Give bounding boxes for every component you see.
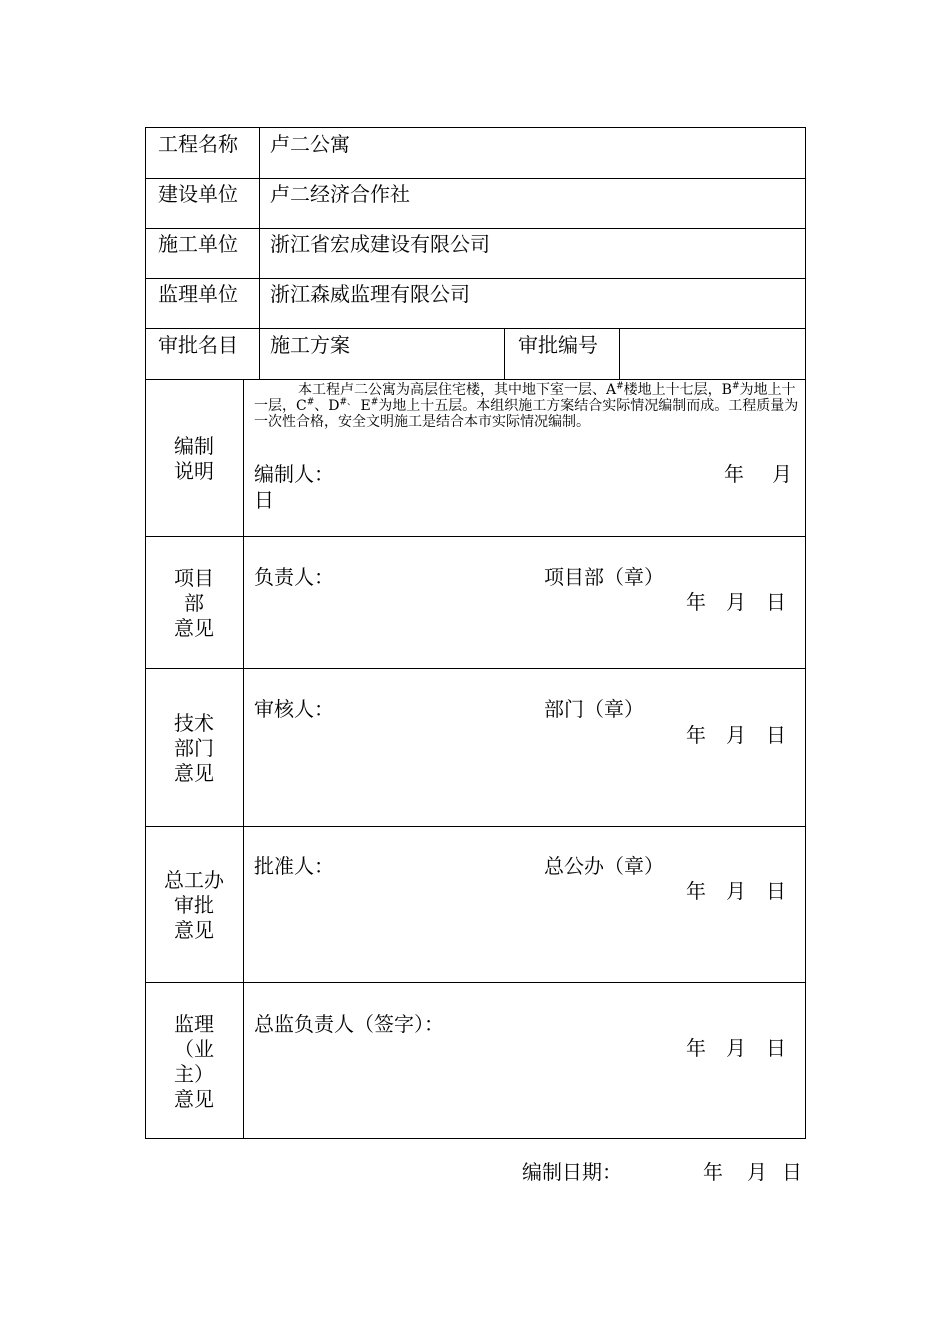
unit-mark: # — [731, 381, 740, 392]
project-dept-label-line: 项目 — [174, 566, 214, 590]
tech-seal: 部门（章） — [544, 697, 644, 721]
row-divider — [145, 982, 806, 983]
unit-mark: # — [616, 381, 624, 392]
row-label-builder: 施工单位 — [158, 232, 238, 256]
row-label-construction-unit: 建设单位 — [158, 182, 238, 206]
supervision-date: 年 月 日 — [686, 1036, 786, 1060]
row-label-project-name: 工程名称 — [158, 132, 238, 156]
row-divider — [145, 379, 806, 380]
project-seal: 项目部（章） — [544, 565, 664, 589]
column-divider — [259, 127, 260, 380]
row-divider — [145, 668, 806, 669]
unit-mark: # — [370, 397, 379, 408]
tech-dept-label — [145, 711, 243, 786]
row-value-construction-unit: 卢二经济合作社 — [270, 182, 410, 206]
compile-description — [254, 382, 800, 430]
office-label-line: 审批 — [174, 893, 214, 917]
row-divider — [145, 178, 806, 179]
compile-date-year: 年 — [724, 462, 744, 486]
row-label-supervisor-unit: 监理单位 — [158, 282, 238, 306]
supervision-label-line: 主） — [174, 1062, 214, 1086]
approval-number-label: 审批编号 — [518, 333, 598, 357]
description-text: 为地上十一层，C — [254, 382, 796, 414]
tech-dept-label-line: 技术 — [174, 711, 214, 735]
compile-date-day: 日 — [254, 488, 274, 512]
office-seal: 总公办（章） — [544, 854, 664, 878]
column-divider — [504, 328, 505, 380]
row-value-builder: 浙江省宏成建设有限公司 — [270, 232, 490, 256]
column-divider — [243, 379, 244, 1139]
description-text: E — [360, 398, 371, 414]
row-divider — [145, 228, 806, 229]
compile-label-line: 说明 — [174, 459, 214, 483]
supervision-label-line: 意见 — [174, 1087, 214, 1111]
unit-mark: #、 — [339, 397, 357, 408]
column-divider — [619, 328, 620, 380]
supervision-label-line: 监理 — [174, 1012, 214, 1036]
approval-name-label: 审批名目 — [158, 333, 238, 357]
office-label — [145, 868, 243, 943]
description-text: 、D — [314, 398, 340, 414]
row-divider — [145, 826, 806, 827]
footer-date-month: 月 — [747, 1160, 767, 1184]
office-person-label: 批准人： — [254, 854, 334, 878]
office-label-line: 总工办 — [164, 868, 224, 892]
supervision-label-line: （业 — [174, 1037, 214, 1061]
approval-name-value: 施工方案 — [270, 333, 350, 357]
footer-date-day: 日 — [782, 1160, 802, 1184]
project-dept-label-line: 部 — [184, 591, 204, 615]
project-dept-label-line: 意见 — [174, 616, 214, 640]
tech-dept-label-line: 部门 — [174, 736, 214, 760]
project-person-label: 负责人： — [254, 565, 334, 589]
compile-label-line: 编制 — [174, 434, 214, 458]
row-value-supervisor-unit: 浙江森威监理有限公司 — [270, 282, 470, 306]
office-date: 年 月 日 — [686, 879, 786, 903]
footer-date-year: 年 — [703, 1160, 723, 1184]
description-text: 本工程卢二公寓为高层住宅楼，其中地下室一层、A — [298, 382, 617, 398]
row-divider — [145, 328, 806, 329]
tech-date: 年 月 日 — [686, 723, 786, 747]
footer-date-label: 编制日期： — [522, 1160, 622, 1184]
tech-dept-label-line: 意见 — [174, 761, 214, 785]
compile-date-month: 月 — [772, 462, 792, 486]
compile-label — [145, 434, 243, 484]
row-divider — [145, 536, 806, 537]
unit-mark: # — [306, 397, 315, 408]
supervision-person-label: 总监负责人（签字）： — [254, 1012, 444, 1036]
tech-person-label: 审核人： — [254, 697, 334, 721]
description-text: 为地上十五层。本组织施工方案结合实际情况编制而成。工程质量为一次性合格，安全文明施工是结合本市实际情况编制。 — [254, 398, 799, 430]
office-label-line: 意见 — [174, 918, 214, 942]
row-divider — [145, 278, 806, 279]
row-value-project-name: 卢二公寓 — [270, 132, 350, 156]
compile-person-label: 编制人： — [254, 462, 334, 486]
project-dept-label — [145, 566, 243, 641]
project-date: 年 月 日 — [686, 590, 786, 614]
description-text: 楼地上十七层，B — [623, 382, 732, 398]
supervision-label — [145, 1012, 243, 1112]
